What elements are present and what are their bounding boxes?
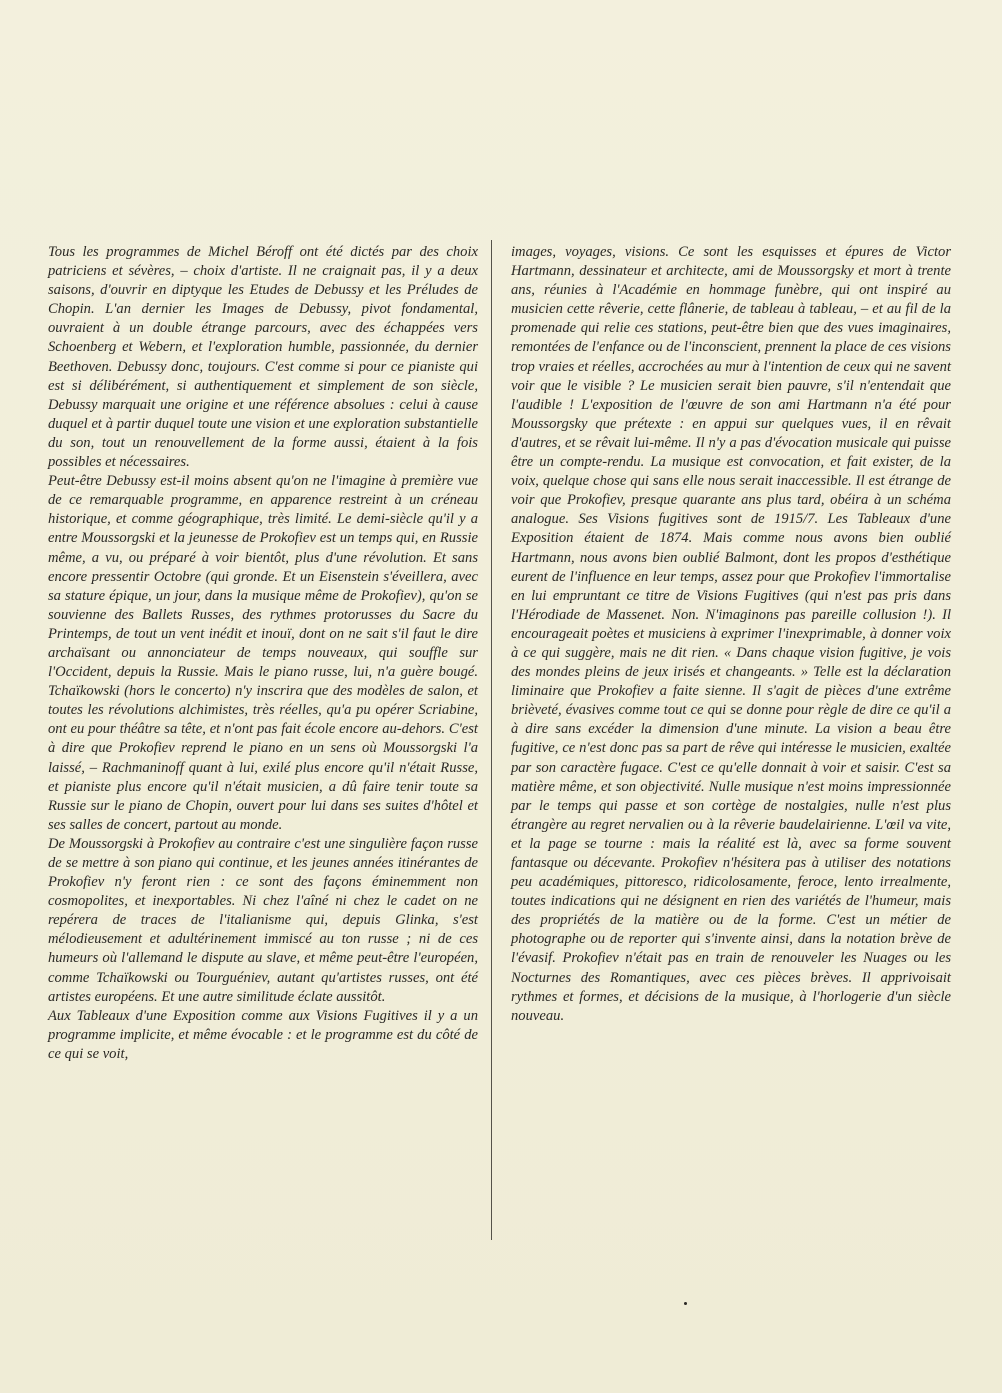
right-text-column xyxy=(511,243,951,1026)
left-text-column xyxy=(48,243,478,1064)
paragraph-5: images, voyages, visions. Ce sont les esquisses et épures de Victor Hartmann, dessinateur et architecte, ami de Moussorgsky et mort à trente ans, réunies à l'Académie en hommage funèbre, qui ont inspiré au musicien cette rêverie, cette flânerie, de tableau à tableau, – et au fil de la promenade qui relie ces stations, peut-être bien que des vues imaginaires, remontées de l'enfance ou de l'inconscient, prennent la place de ces visions trop vraies et réelles, accrochées au mur à l'intention de ceux qui ne savent voir que le visible ? Le musicien serait bien pauvre, s'il n'entendait que l'audible ! L'exposition de l'œuvre de son ami Hartmann n'a été pour Moussorgsky que prétexte : en appui sur quelques vues, il en rêvait d'autres, et se rêvait lui-même. Il n'y a pas d'évocation musicale qui puisse être un compte-rendu. La musique est convocation, et fait exister, de la voix, quelque chose qui sans elle nous serait inaccessible. Il est étrange de voir que Prokofiev, presque quarante ans plus tard, obéira à un schéma analogue. Ses Visions fugitives sont de 1915/7. Les Tableaux d'une Exposition étaient de 1874. Mais comme nous avons bien oublié Hartmann, nous avons bien oublié Balmont, dont les propos d'esthétique eurent de l'influence en leur temps, assez pour que Prokofiev l'immortalise en lui empruntant ce titre de Visions Fugitives (qui n'est pas pris dans l'Hérodiade de Massenet. Non. N'imaginons pas pareille collusion !). Il encourageait poètes et musiciens à exprimer l'inexprimable, à donner voix à ce qui suggère, mais ne dit rien. « Dans chaque vision fugitive, je vois des mondes pleins de jeux irisés et changeants. » Telle est la déclaration liminaire que Prokofiev a faite sienne. Il s'agit de pièces d'une extrême brièveté, évasives comme tout ce qui se donne pour règle de dire ce qu'il a à dire sans excéder la dimension d'une minute. La vision a beau être fugitive, ce n'est donc pas sa part de rêve qui intéresse le musicien, exaltée par son caractère fugace. C'est ce qu'elle donnait à voir et saisir. C'est sa matière même, et son objectivité. Nulle musique n'est moins impressionnée par le temps qui passe et son cortège de nostalgies, nulle n'est plus étrangère au regret nervalien ou à la rêverie baudelairienne. L'œil va vite, et la page se tourne : mais la réalité est là, avec sa forme souvent fantasque ou décevante. Prokofiev n'hésitera pas à utiliser des notations peu académiques, pittoresco, ridicolosamente, feroce, lento irrealmente, toutes indications qui ne désignent en rien des variétés de l'humeur, mais des propriétés de la matière ou de la forme. C'est un métier de photographe ou de reporter qui s'invente ainsi, dans la notation brève de l'évasif. Prokofiev n'était pas en train de renouveler les Nuages ou les Nocturnes des Romantiques, avec ces pièces brèves. Il apprivoisait rythmes et formes, et décisions de la musique, à l'horlogerie d'un siècle nouveau. xyxy=(511,244,951,1024)
paragraph-4: Aux Tableaux d'une Exposition comme aux Visions Fugitives il y a un programme implicite, et même évocable : et le programme est du côté de ce qui se voit, xyxy=(48,1007,478,1062)
ink-dot xyxy=(684,1302,687,1305)
paragraph-3: De Moussorgski à Prokofiev au contraire c'est une singulière façon russe de se mettre à son piano qui continue, et les jeunes années itinérantes de Prokofiev n'y feront rien : ce sont des façons éminemment non cosmopolites, et inexportables. Ni chez l'aîné ni chez le cadet on ne repérera de traces de l'italianisme qui, depuis Glinka, s'est mélodieusement et adultérinement immiscé au ton russe ; ni de ces humeurs où l'allemand le dispute au slave, et même peut-être l'européen, comme Tchaïkowski ou Tourguéniev, autant qu'artistes russes, ont été artistes européens. Et une autre similitude éclate aussitôt. xyxy=(48,835,478,1005)
paragraph-2: Peut-être Debussy est-il moins absent qu'on ne l'imagine à première vue de ce remarquable programme, en apparence restreint à un créneau historique, et comme géographique, très limité. Le demi-siècle qu'il y a entre Moussorgski et la jeunesse de Prokofiev est un temps qui, en Russie même, a vu, ou préparé à voir bientôt, plus d'une révolution. Et sans encore pressentir Octobre (qui gronde. Et un Eisenstein s'éveillera, avec sa stature épique, un jour, dans la musique même de Prokofiev), qu'on se souvienne des Ballets Russes, des rythmes protorusses du Sacre du Printemps, de tout un vent inédit et inouï, dont on ne sait s'il faut le dire archaïsant ou annonciateur de temps nouveaux, qui souffle sur l'Occident, depuis la Russie. Mais le piano russe, lui, n'a guère bougé. Tchaïkowski (hors le concerto) n'y inscrira que des modèles de salon, et toutes les révolutions alchimistes, très réelles, qu'a pu opérer Scriabine, ont eu pour théâtre sa tête, et n'ont pas fait école encore au-dehors. C'est à dire que Prokofiev reprend le piano en un sens où Moussorgski l'a laissé, – Rachmaninoff quant à lui, exilé plus encore qu'il n'était Russe, et pianiste plus encore qu'il n'était musicien, a dû faire tenir toute sa Russie sur le piano de Chopin, ouvert pour lui dans ses suites d'hôtel et ses salles de concert, partout au monde. xyxy=(48,473,478,833)
paragraph-1: Tous les programmes de Michel Béroff ont été dictés par des choix patriciens et sévères, – choix d'artiste. Il ne craignait pas, il y a deux saisons, d'ouvrir en diptyque les Etudes de Debussy et les Préludes de Chopin. L'an dernier les Images de Debussy, pivot fondamental, ouvraient à un double étrange parcours, avec des échappées vers Schoenberg et Webern, et l'exploration humble, passionnée, du dernier Beethoven. Debussy donc, toujours. C'est comme si pour ce pianiste qui est si délibérément, si authentiquement et simplement de son siècle, Debussy marquait une origine et une référence absolues : celui à cause duquel et à partir duquel toute une vision et une exploration substantielle du son, tout un renouvellement de la forme aussi, étaient à la fois possibles et nécessaires. xyxy=(48,244,478,471)
column-divider xyxy=(491,240,492,1240)
